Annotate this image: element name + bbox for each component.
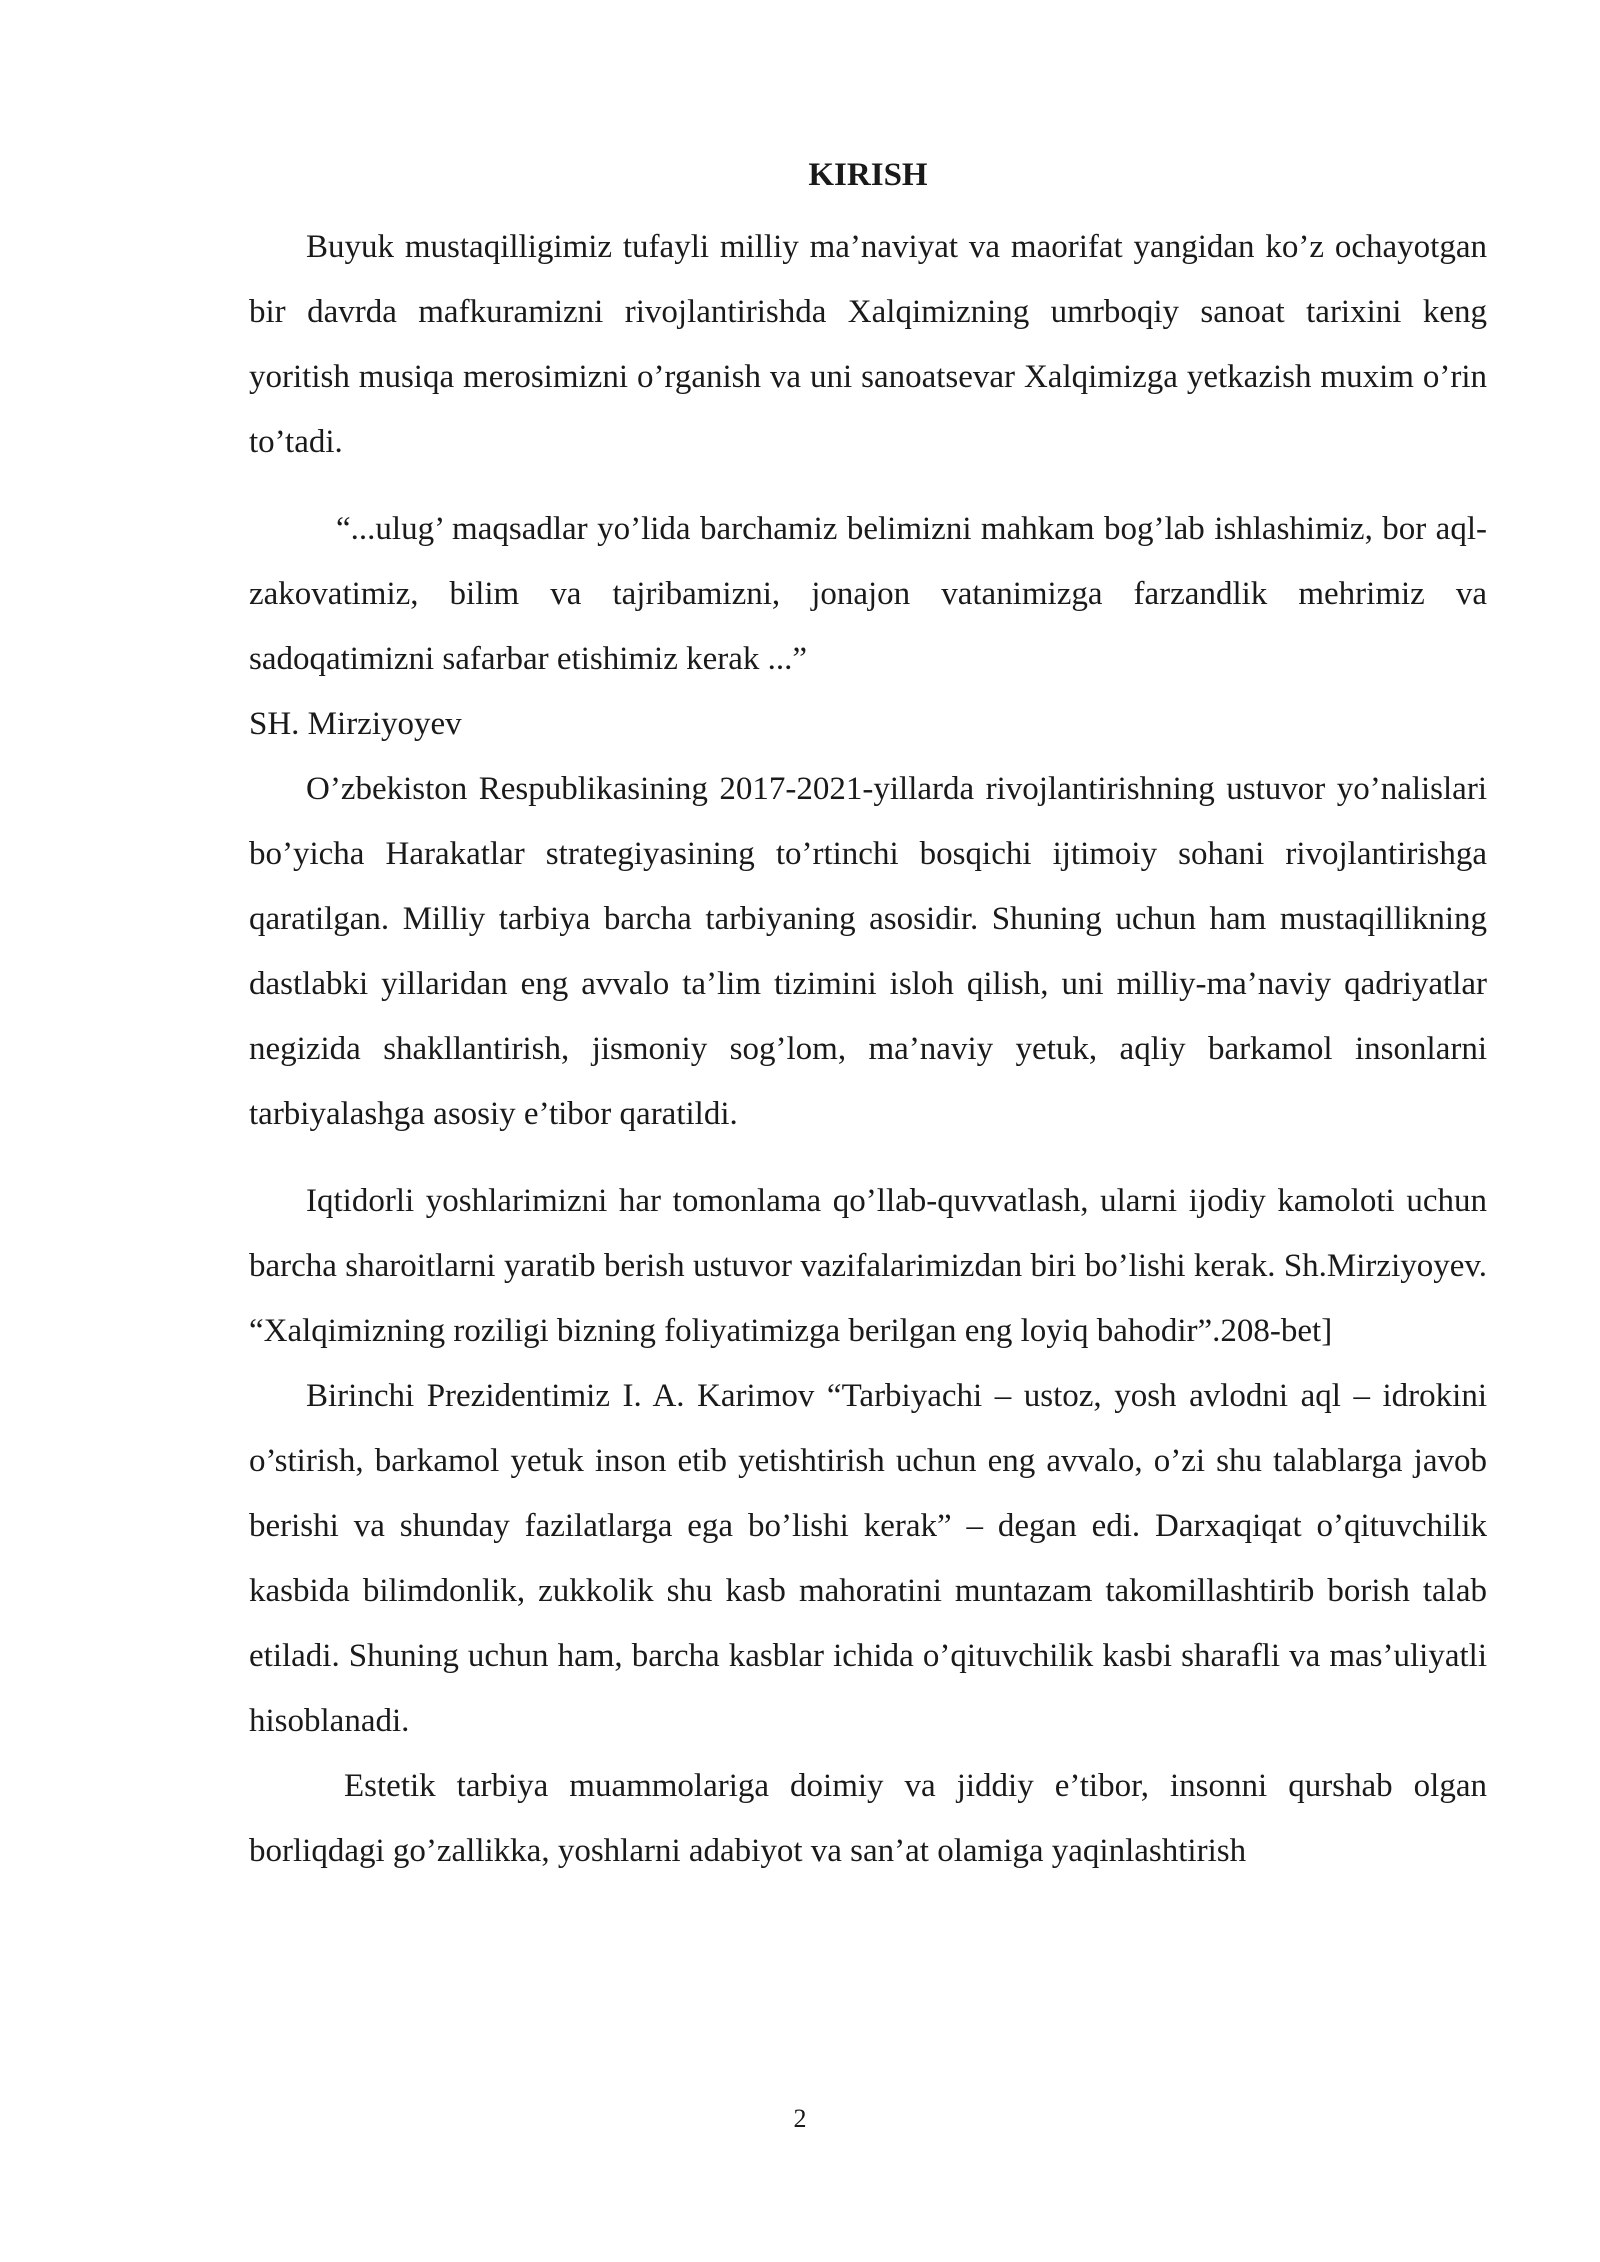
paragraph-youth: Iqtidorli yoshlarimizni har tomonlama qo’llab-quvvatlash, ularni ijodiy kamoloti uchun barcha sharoitlarni yaratib berish ustuvor vazifalarimizdan biri bo’lishi kerak. Sh.Mirziyoyev. “Xalqimizning roziligi bizning foliyatimizga berilgan eng loyiq bahodir”.208-bet] xyxy=(249,1183,1487,1349)
paragraph-strategy: O’zbekiston Respublikasining 2017-2021-yillarda rivojlantirishning ustuvor yo’nalislari bo’yicha Harakatlar strategiyasining to’rtinchi bosqichi ijtimoiy sohani rivojlantirishga qaratilgan. Milliy tarbiya barcha tarbiyaning asosidir. Shuning uchun ham mustaqillikning dastlabki yillaridan eng avvalo ta’lim tizimini isloh qilish, uni milliy-ma’naviy qadriyatlar negizida shakllantirish, jismoniy sog’lom, ma’naviy yetuk, aqliy barkamol insonlarni tarbiyalashga asosiy e’tibor qaratildi. xyxy=(249,771,1487,1132)
quote-author: SH. Mirziyoyev xyxy=(249,706,462,742)
quote-paragraph: “...ulug’ maqsadlar yo’lida barchamiz belimizni mahkam bog’lab ishlashimiz, bor aql-zakovatimiz, bilim va tajribamizni, jonajon vatanimizga farzandlik mehrimiz va sadoqatimizni safarbar etishimiz kerak ...” xyxy=(249,511,1487,677)
document-body xyxy=(249,150,1487,1884)
paragraph-intro: Buyuk mustaqilligimiz tufayli milliy ma’naviyat va maorifat yangidan ko’z ochayotgan bir davrda mafkuramizni rivojlantirishda Xalqimizning umrboqiy sanoat tarixini keng yoritish musiqa merosimizni o’rganish va uni sanoatsevar Xalqimizga yetkazish muxim o’rin to’tadi. xyxy=(249,229,1487,460)
paragraph-karimov: Birinchi Prezidentimiz I. A. Karimov “Tarbiyachi – ustoz, yosh avlodni aql – idrokini o’stirish, barkamol yetuk inson etib yetishtirish uchun eng avvalo, o’zi shu talablarga javob berishi va shunday fazilatlarga ega bo’lishi kerak” – degan edi. Darxaqiqat o’qituvchilik kasbida bilimdonlik, zukkolik shu kasb mahoratini muntazam takomillashtirib borish talab etiladi. Shuning uchun ham, barcha kasblar ichida o’qituvchilik kasbi sharafli va mas’uliyatli hisoblanadi. xyxy=(249,1378,1487,1739)
page-title: KIRISH xyxy=(808,157,928,193)
page-number: 2 xyxy=(793,2104,807,2133)
paragraph-aesthetic: Estetik tarbiya muammolariga doimiy va jiddiy e’tibor, insonni qurshab olgan borliqdagi go’zallikka, yoshlarni adabiyot va san’at olamiga yaqinlashtirish xyxy=(249,1768,1487,1869)
